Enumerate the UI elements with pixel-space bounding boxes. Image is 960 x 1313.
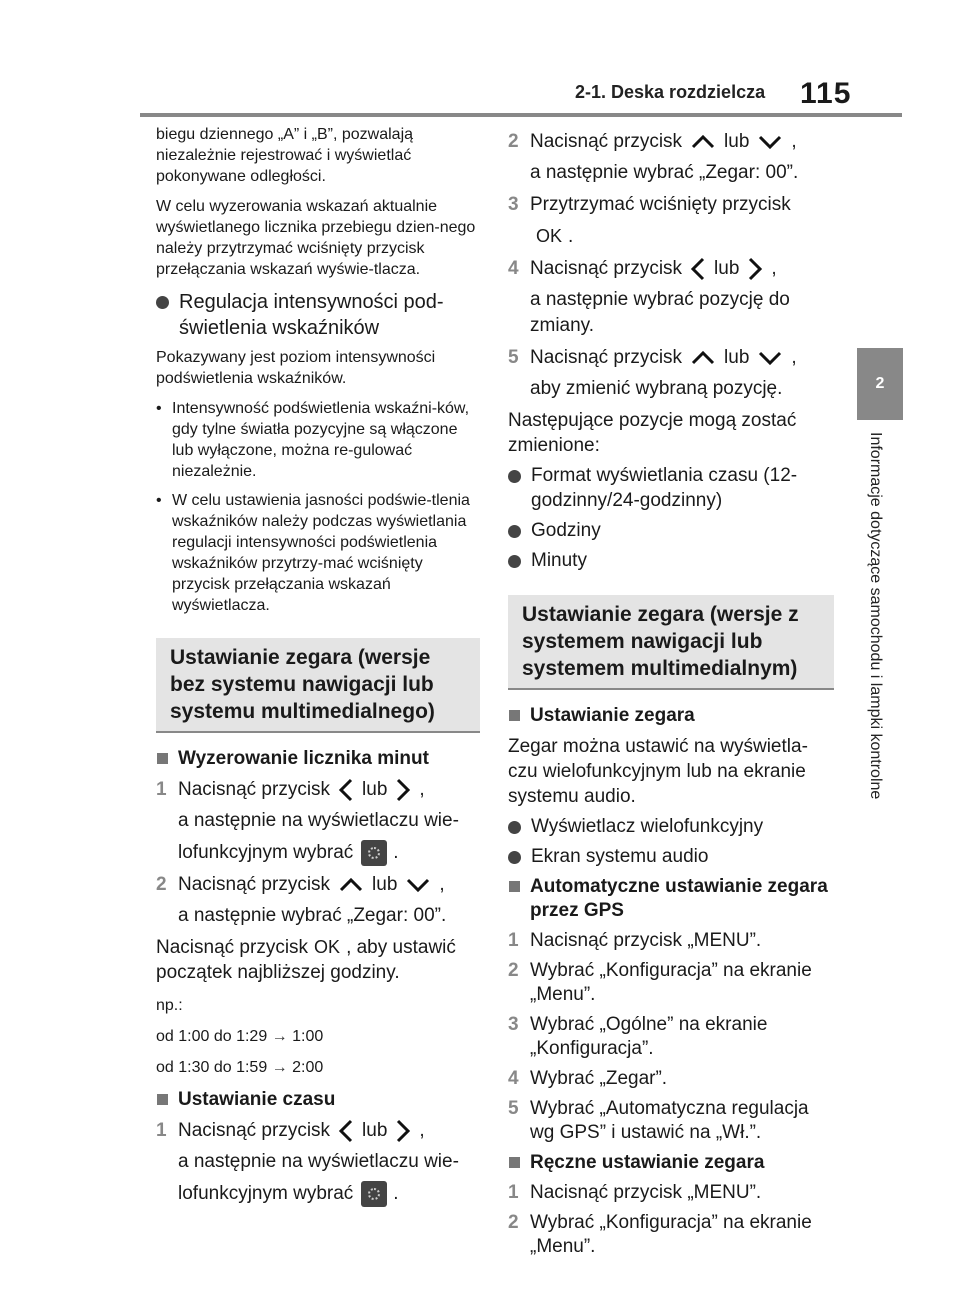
step-text: Wybrać „Ogólne” na ekranie „Konfiguracja”. (530, 1014, 768, 1059)
arrow-right-icon: → (271, 1028, 288, 1046)
step-continuation (156, 840, 480, 866)
note-marker: • (156, 492, 162, 509)
comma: , (791, 347, 797, 368)
set-clock-heading-text: Ustawianie zegara (530, 705, 695, 726)
step-text: lofunkcyjnym wybrać (178, 1183, 354, 1205)
chevron-down-icon (405, 877, 431, 893)
manual-step (508, 1181, 834, 1205)
step-text: Wybrać „Konfiguracja” na ekranie „Menu”. (530, 960, 812, 1005)
step-text: Nacisnąć przycisk „MENU”. (530, 930, 762, 951)
comma: , (419, 1120, 425, 1142)
option-text: Minuty (531, 550, 587, 571)
ok-instruction (156, 935, 480, 985)
gps-heading-text: Automatyczne ustawianie zegara przez GPS (530, 876, 828, 921)
section-heading-box: Ustawianie zegara (wersje z systemem nawigacji lub systemem multimedialnym) (508, 595, 834, 690)
example-line (156, 1026, 480, 1047)
gps-step (508, 959, 834, 1007)
step-text: Nacisnąć przycisk (178, 1120, 331, 1142)
step-text: Przytrzymać wciśnięty przycisk (530, 194, 791, 215)
note-item (156, 490, 480, 616)
brightness-subheading (156, 289, 480, 341)
chapter-tab: 2 (857, 348, 903, 420)
step-number: 2 (508, 960, 519, 981)
intro-paragraph-2: W celu wyzerowania wskazań aktualnie wyświetlanego licznika przebiegu dzien-nego należy przytrzymać wciśnięty przycisk przełączania wskazań wyświe-tlacza. (156, 198, 476, 278)
step-number: 1 (156, 779, 167, 800)
step-continuation: aby zmienić wybraną pozycję. (530, 378, 783, 399)
arrow-right-icon: → (271, 1059, 288, 1077)
option-item (508, 548, 834, 573)
right-column (508, 124, 834, 1265)
step-text: Wybrać „Automatyczna regulacja wg GPS” i ustawić na „Wł.”. (530, 1098, 809, 1143)
step-2 (508, 129, 834, 155)
step-continuation: a następnie na wyświetlaczu wie- (178, 1151, 459, 1173)
note-text: W celu ustawienia jasności podświe-tlenia wskaźników należy podczas wyświetlania regulacji intensywności podświetlenia wskaźników przytrzy-mać wciśnięty przycisk przełączania wskazań wyświetlacza. (172, 492, 470, 614)
option-text: Ekran systemu audio (531, 846, 709, 867)
bullet-icon (508, 470, 521, 483)
or-text: lub (724, 131, 750, 152)
step-text: Wybrać „Konfiguracja” na ekranie „Menu”. (530, 1212, 812, 1257)
step-1 (156, 777, 480, 803)
chevron-up-icon (690, 134, 716, 150)
left-column (156, 124, 480, 1213)
chevron-right-icon (395, 777, 411, 803)
comma: , (419, 779, 425, 800)
chevron-right-icon (747, 256, 763, 282)
step-number: 5 (508, 347, 519, 368)
step-text: Nacisnąć przycisk (530, 347, 683, 368)
ok-button-icon: OK (536, 226, 563, 246)
step-text: Nacisnąć przycisk „MENU”. (530, 1182, 762, 1203)
reset-heading (156, 747, 480, 771)
chevron-right-icon (395, 1118, 411, 1144)
step-4 (508, 256, 834, 282)
section-heading-box: Ustawianie zegara (wersje bez systemu nawigacji lub systemu multimedialnego) (156, 638, 480, 733)
period: . (393, 842, 399, 864)
step-text: lofunkcyjnym wybrać (178, 842, 354, 864)
comma: , (771, 258, 777, 279)
option-text: Format wyświetlania czasu (12-godzinny/24-godzinny) (531, 465, 798, 511)
bullet-icon (508, 821, 521, 834)
example-from: od 1:00 do 1:29 (156, 1028, 268, 1046)
gps-heading (508, 875, 834, 923)
example-to: 1:00 (292, 1028, 324, 1046)
settings-icon (361, 1181, 387, 1207)
option-item (508, 463, 834, 513)
step-continuation: a następnie wybrać „Zegar: 00”. (530, 162, 799, 183)
step-number: 2 (508, 131, 519, 152)
step-number: 4 (508, 258, 519, 279)
section-title: 2-1. Deska rozdzielcza (575, 82, 766, 102)
square-bullet-icon (509, 881, 520, 892)
option-item (508, 518, 834, 543)
note-item (156, 398, 480, 482)
brightness-subheading-text: Regulacja intensywności pod-świetlenia wskaźników (179, 291, 444, 339)
bullet-icon (508, 851, 521, 864)
bullet-icon (508, 525, 521, 538)
or-text: lub (362, 1120, 388, 1142)
square-bullet-icon (509, 1157, 520, 1168)
ok-instruction-text: , aby ustawić początek najbliższej godziny. (156, 937, 456, 984)
option-text: Godziny (531, 520, 601, 541)
note-marker: • (156, 400, 162, 417)
step-3 (508, 192, 834, 218)
step-continuation (508, 223, 834, 250)
or-text: lub (372, 874, 398, 896)
step-number: 1 (508, 1182, 519, 1203)
set-clock-heading (508, 704, 834, 728)
header-divider (140, 113, 902, 117)
gps-step (508, 1013, 834, 1061)
gps-step (508, 1067, 834, 1091)
manual-heading-text: Ręczne ustawianie zegara (530, 1152, 765, 1173)
settings-icon (361, 840, 387, 866)
ok-instruction-text: Nacisnąć przycisk (156, 937, 309, 959)
step-text: Nacisnąć przycisk (530, 131, 683, 152)
manual-step (508, 1211, 834, 1259)
step-continuation (156, 1181, 480, 1207)
example-label: np.: (156, 997, 183, 1015)
gps-step (508, 1097, 834, 1145)
brightness-text: Pokazywany jest poziom intensywności podświetlenia wskaźników. (156, 349, 436, 387)
square-bullet-icon (157, 1094, 168, 1105)
comma: , (439, 874, 445, 896)
chevron-left-icon (338, 1118, 354, 1144)
set-clock-text: Zegar można ustawić na wyświetla-czu wielofunkcyjnym lub na ekranie systemu audio. (508, 736, 808, 807)
page-number: 115 (800, 77, 852, 110)
bullet-icon (508, 555, 521, 568)
or-text: lub (714, 258, 740, 279)
chevron-down-icon (757, 350, 783, 366)
step-text: Nacisnąć przycisk (178, 779, 331, 800)
step-number: 2 (508, 1212, 519, 1233)
chevron-up-icon (690, 350, 716, 366)
period: . (568, 226, 574, 247)
chevron-left-icon (690, 256, 706, 282)
example-line (156, 1057, 480, 1078)
square-bullet-icon (157, 753, 168, 764)
option-item (508, 844, 834, 869)
step-number: 3 (508, 194, 519, 215)
or-text: lub (362, 779, 388, 800)
square-bullet-icon (509, 710, 520, 721)
bullet-icon (156, 296, 169, 309)
step-continuation: a następnie wybrać pozycję do zmiany. (530, 289, 790, 336)
chevron-left-icon (338, 777, 354, 803)
example-from: od 1:30 do 1:59 (156, 1059, 268, 1077)
step-2 (156, 872, 480, 898)
step-continuation: a następnie na wyświetlaczu wie- (178, 810, 459, 831)
option-text: Wyświetlacz wielofunkcyjny (531, 816, 764, 837)
step-number: 5 (508, 1098, 519, 1119)
step-text: Nacisnąć przycisk (530, 258, 683, 279)
example-to: 2:00 (292, 1059, 324, 1077)
step-text: Wybrać „Zegar”. (530, 1068, 668, 1089)
step-number: 4 (508, 1068, 519, 1089)
step-text: Nacisnąć przycisk (178, 874, 331, 896)
note-text: Intensywność podświetlenia wskaźni-ków, gdy tylne światła pozycyjne są włączone lub wyłączone, można re-gulować niezależnie. (172, 400, 470, 480)
chevron-down-icon (757, 134, 783, 150)
comma: , (791, 131, 797, 152)
step-number: 3 (508, 1014, 519, 1035)
chevron-up-icon (338, 877, 364, 893)
step-number: 1 (156, 1120, 167, 1142)
chapter-title: Informacje dotyczące samochodu i lampki kontrolne (867, 432, 884, 800)
option-item (508, 814, 834, 839)
step-1 (156, 1118, 480, 1144)
period: . (393, 1183, 399, 1205)
step-number: 2 (156, 874, 167, 896)
changeable-items-text: Następujące pozycje mogą zostać zmienione: (508, 410, 797, 456)
intro-paragraph-1: biegu dziennego „A” i „B”, pozwalają niezależnie rejestrować i wyświetlać pokonywane odległości. (156, 126, 414, 185)
reset-heading-text: Wyzerowanie licznika minut (178, 748, 429, 769)
manual-heading (508, 1151, 834, 1175)
time-heading-text: Ustawianie czasu (178, 1089, 336, 1111)
time-heading (156, 1088, 480, 1112)
step-number: 1 (508, 930, 519, 951)
step-continuation: a następnie wybrać „Zegar: 00”. (178, 905, 447, 927)
step-5 (508, 345, 834, 371)
ok-button-icon: OK (314, 937, 341, 958)
or-text: lub (724, 347, 750, 368)
gps-step (508, 929, 834, 953)
